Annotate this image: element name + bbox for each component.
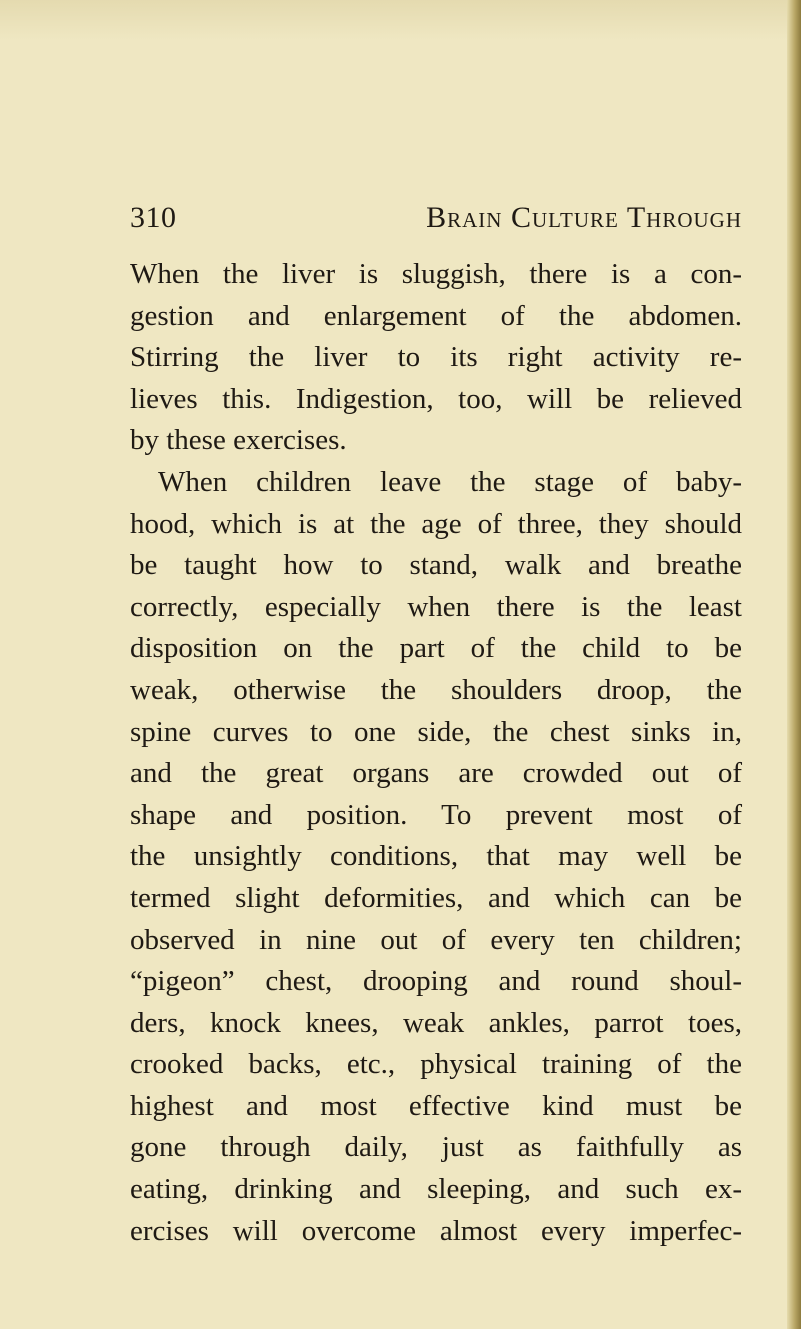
body-text — [130, 254, 742, 1252]
text-line: hood, which is at the age of three, they should — [130, 507, 742, 540]
text-line: by these exercises. — [130, 424, 347, 457]
text-line: Stirring the liver to its right activity re- — [130, 341, 742, 374]
text-line: weak, otherwise the shoulders droop, the — [130, 673, 742, 706]
text-line: be taught how to stand, walk and breathe — [130, 549, 742, 582]
running-head — [130, 196, 742, 240]
text-line: highest and most effective kind must be — [130, 1089, 742, 1122]
text-line: disposition on the part of the child to be — [130, 632, 742, 665]
page-edge — [787, 0, 801, 1329]
text-line: When the liver is sluggish, there is a con- — [130, 258, 742, 290]
page-number: 310 — [130, 201, 177, 234]
text-line: observed in nine out of every ten children; — [130, 923, 742, 956]
text-line: gone through daily, just as faithfully as — [130, 1131, 742, 1164]
running-title: Brain Culture Through — [426, 201, 742, 234]
text-line: crooked backs, etc., physical training of the — [130, 1048, 742, 1081]
text-line: spine curves to one side, the chest sinks in, — [130, 715, 742, 748]
text-line: eating, drinking and sleeping, and such ex- — [130, 1173, 742, 1206]
text-line: and the great organs are crowded out of — [130, 757, 742, 790]
text-line: ders, knock knees, weak ankles, parrot toes, — [130, 1006, 742, 1039]
text-line: “pigeon” chest, drooping and round shoul- — [130, 965, 742, 998]
text-line: ercises will overcome almost every imperfec- — [130, 1214, 742, 1247]
page-top-shading — [0, 0, 801, 40]
text-line: correctly, especially when there is the least — [130, 590, 742, 623]
text-line: gestion and enlargement of the abdomen. — [130, 299, 742, 332]
text-line: the unsightly conditions, that may well be — [130, 840, 742, 873]
text-line: lieves this. Indigestion, too, will be relieved — [130, 382, 742, 415]
text-line: shape and position. To prevent most of — [130, 798, 742, 831]
text-line: When children leave the stage of baby- — [158, 465, 742, 498]
text-line: termed slight deformities, and which can be — [130, 881, 742, 914]
